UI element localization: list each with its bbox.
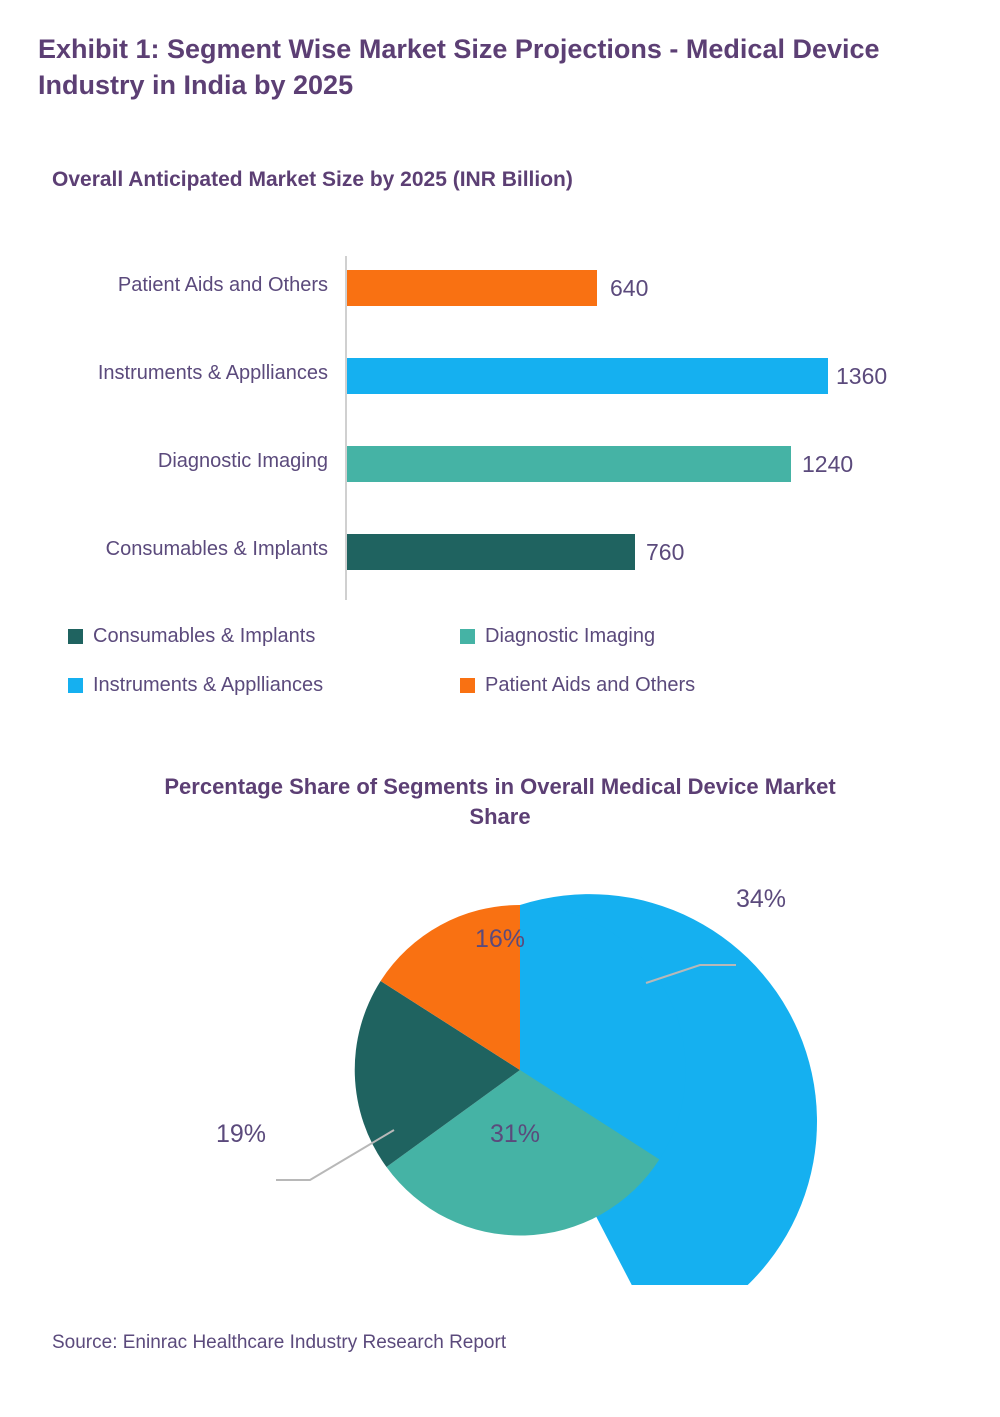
legend-item-diagnostic[interactable] bbox=[460, 625, 655, 648]
bar-chart bbox=[40, 248, 960, 600]
pie-value-diagnostic: 31% bbox=[490, 1120, 541, 1148]
pie-value-instruments: 34% bbox=[736, 885, 787, 913]
bar-category-label: Diagnostic Imaging bbox=[157, 450, 328, 472]
bar-value-label: 1240 bbox=[802, 451, 854, 477]
legend-swatch-icon bbox=[460, 629, 475, 644]
bar-chart-title: Overall Anticipated Market Size by 2025 (INR Billion) bbox=[52, 168, 573, 191]
legend-swatch-icon bbox=[68, 629, 83, 644]
legend-item-patient-aids[interactable] bbox=[460, 674, 695, 697]
legend-item-consumables[interactable] bbox=[68, 625, 315, 648]
bar-value-label: 1360 bbox=[836, 363, 888, 389]
legend-swatch-icon bbox=[68, 678, 83, 693]
page-title: Exhibit 1: Segment Wise Market Size Projections - Medical Device Industry in India by 2025 bbox=[38, 34, 880, 100]
bar-rect-patient-aids bbox=[347, 270, 597, 306]
pie-chart bbox=[180, 865, 820, 1285]
bar-row bbox=[40, 248, 960, 336]
bar-rect-consumables bbox=[347, 534, 635, 570]
bar-category-label: Consumables & Implants bbox=[105, 538, 328, 560]
source-note: Source: Eninrac Healthcare Industry Research Report bbox=[52, 1332, 507, 1353]
pie-chart-title: Percentage Share of Segments in Overall Medical Device Market Share bbox=[164, 774, 836, 830]
legend-swatch-icon bbox=[460, 678, 475, 693]
bar-row bbox=[40, 424, 960, 512]
legend-item-instruments[interactable] bbox=[68, 674, 323, 697]
bar-row bbox=[40, 336, 960, 424]
pie-value-consumables: 19% bbox=[216, 1120, 267, 1148]
bar-rect-instruments bbox=[347, 358, 828, 394]
legend-item-label: Instruments & Applliances bbox=[93, 674, 324, 696]
bar-row bbox=[40, 512, 960, 600]
pie-value-patient-aids: 16% bbox=[475, 925, 526, 953]
bar-category-label: Patient Aids and Others bbox=[117, 274, 328, 296]
bar-value-label: 640 bbox=[610, 275, 649, 301]
legend-item-label: Diagnostic Imaging bbox=[485, 625, 656, 647]
bar-value-label: 760 bbox=[646, 539, 685, 565]
legend-item-label: Consumables & Implants bbox=[93, 625, 316, 647]
bar-rect-diagnostic bbox=[347, 446, 791, 482]
bar-category-label: Instruments & Applliances bbox=[97, 362, 328, 384]
legend-item-label: Patient Aids and Others bbox=[485, 674, 696, 696]
